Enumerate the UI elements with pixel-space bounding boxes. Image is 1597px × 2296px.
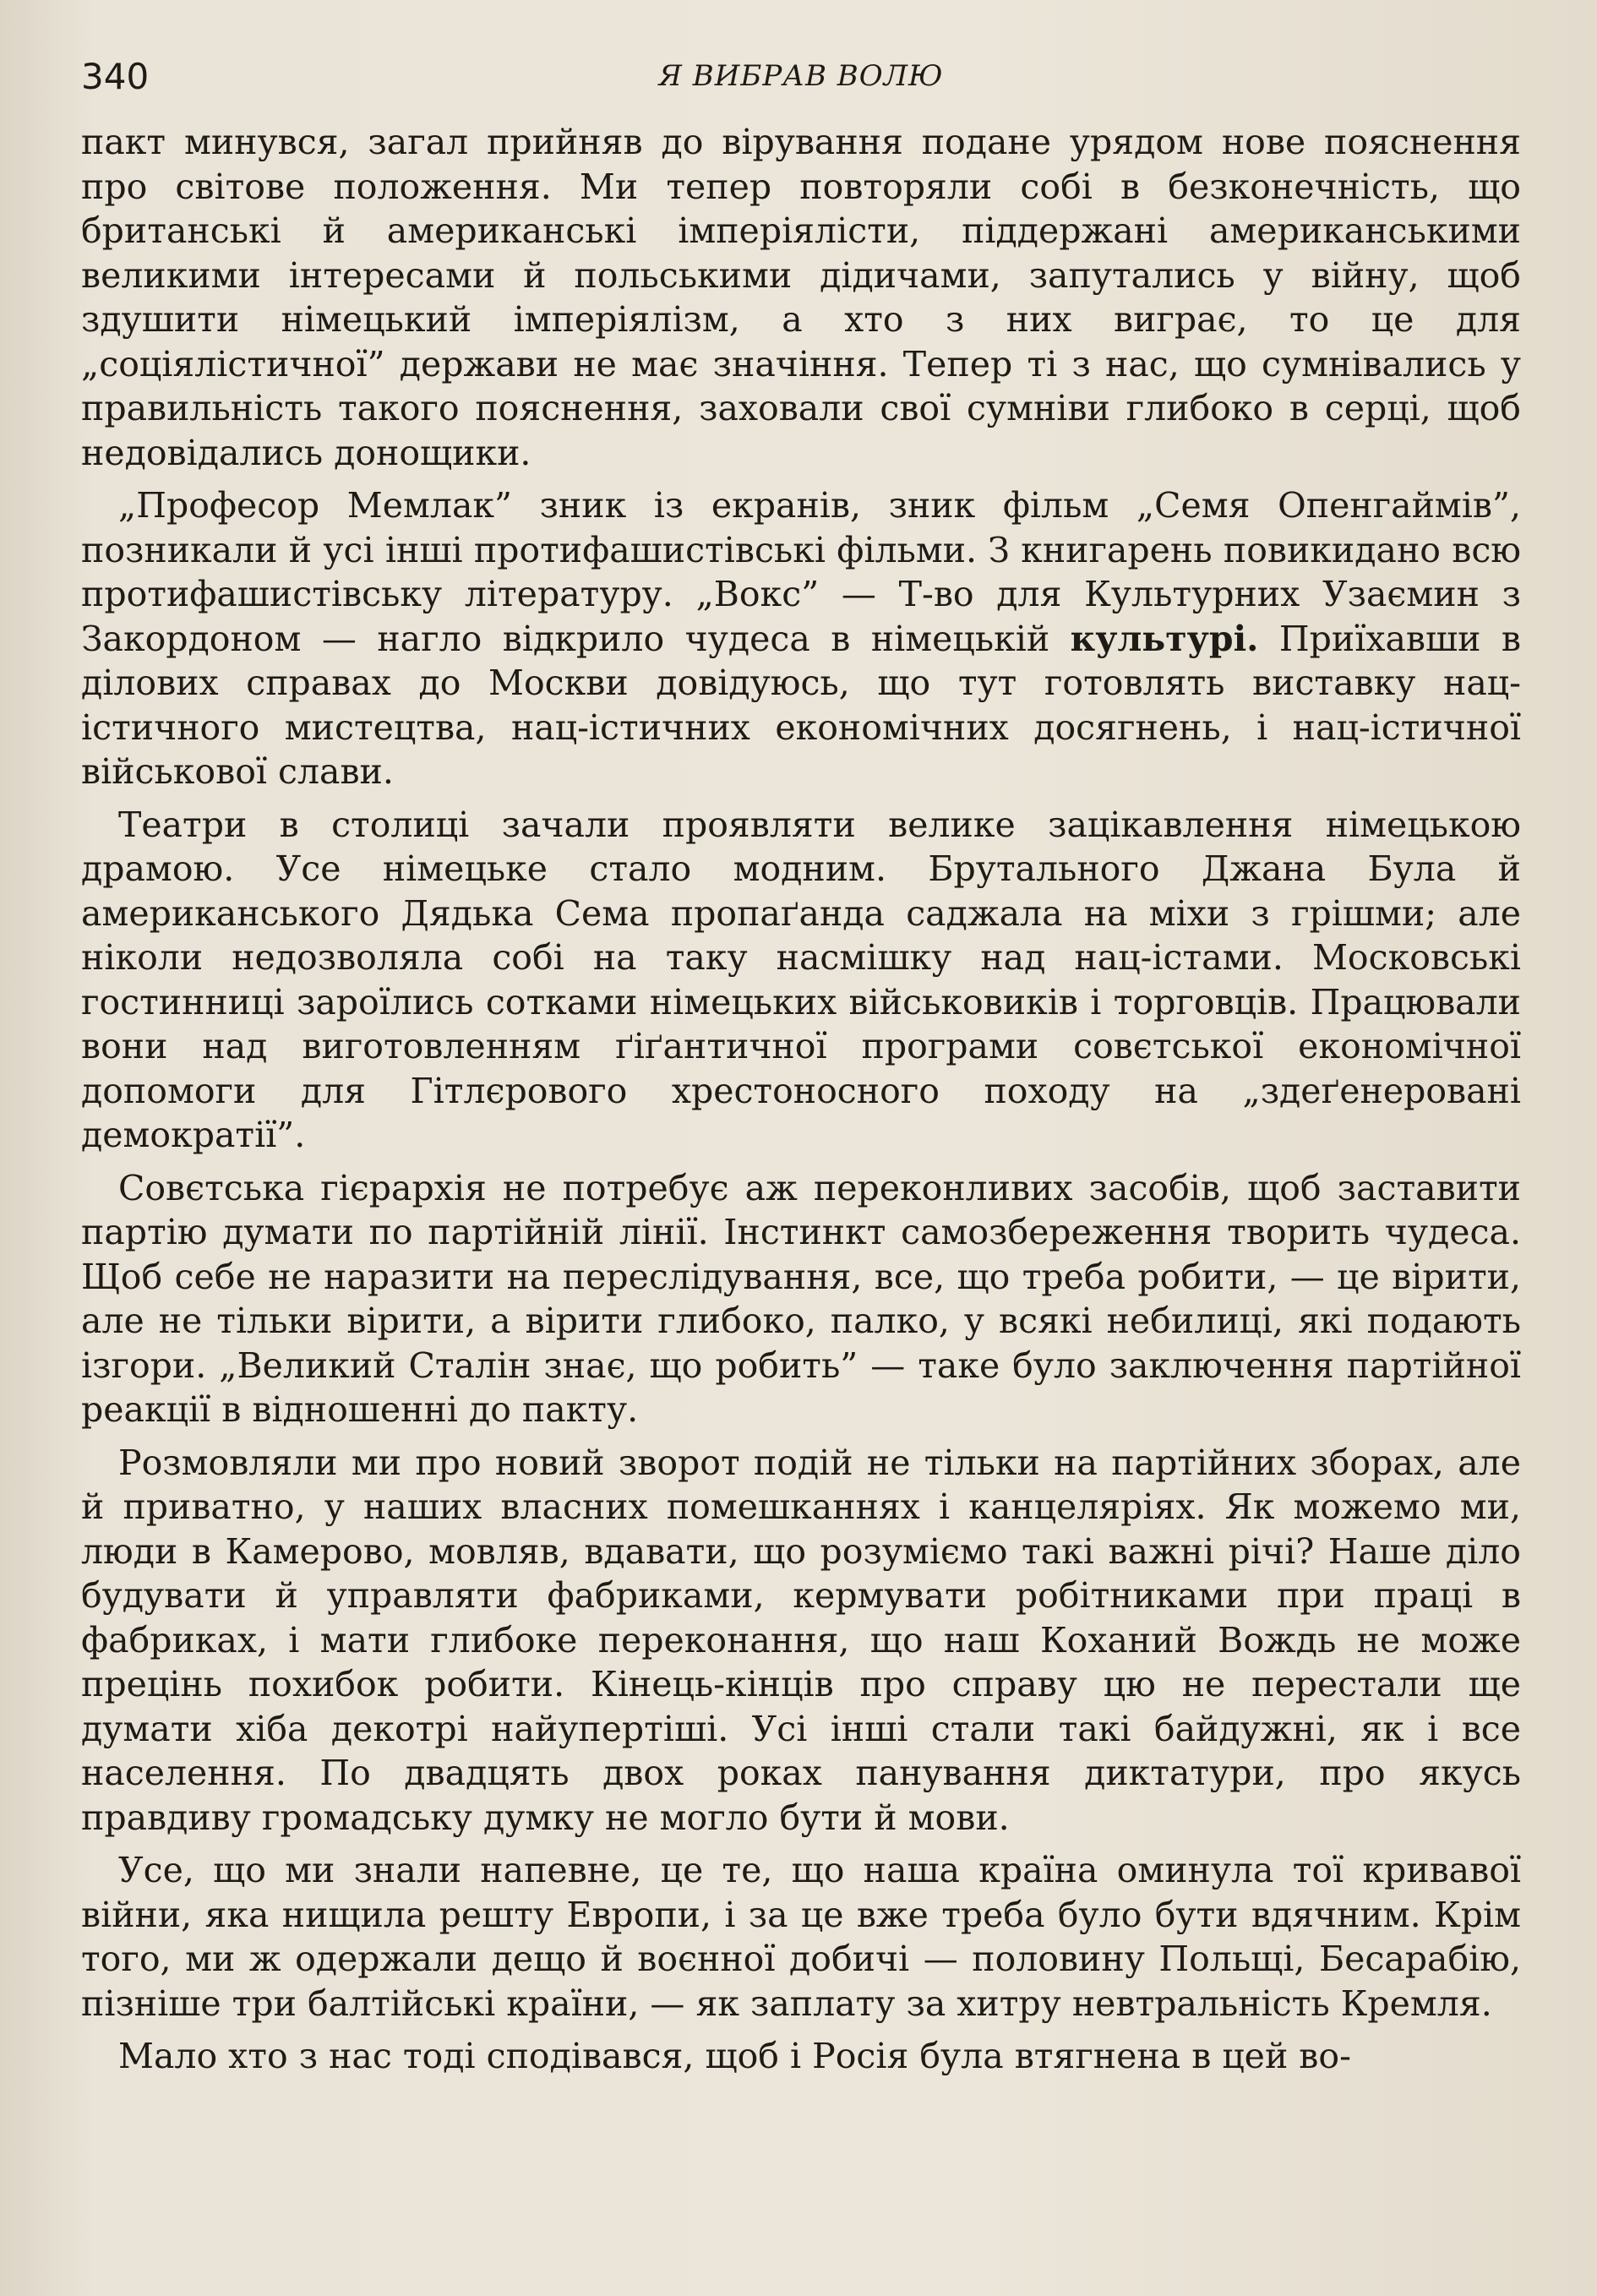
paragraph-3: Театри в столиці зачали проявляти велике зацікавлення німецькою драмою. Усе німецьке стало модним. Брутального Джана Була й американського Дядька Сема пропаґанда саджала на міхи з грішми; але ніколи недозволяла собі на таку насмішку над нац-істами. Московські гостинниці зароїлись сотками німецьких військовиків і торговців. Працювали вони над виготовленням ґіґантичної програми совєтської економічної допомоги для Гітлєрового хрестоносного походу на „здеґенеровані демократії”. — [81, 804, 1521, 1155]
paragraph-1: пакт минувся, загал прийняв до вірування подане урядом нове пояснення про світове положення. Ми тепер повторяли собі в безконечність, що британські й американські імперіялісти, піддержані американськими великими інтересами й польськими дідичами, запутались у війну, щоб здушити німецький імперіялізм, а хто з них виграє, то це для „соціялістичної” держави не має значіння. Тепер ті з нас, що сумнівались у правильність такого пояснення, заховали свої сумніви глибоко в серці, щоб недовідались донощики. — [81, 122, 1521, 473]
paragraph-2 — [81, 483, 1521, 794]
paragraph-6: Усе, що ми знали напевне, це те, що наша країна оминула тої кривавої війни, яка нищила решту Европи, і за це вже треба було бути вдячним. Крім того, ми ж одержали дещо й воєнної добичі — половину Польщі, Бесарабію, пізніше три балтійські країни, — як заплату за хитру невтральність Кремля. — [81, 1850, 1521, 2024]
paragraph-7: Мало хто з нас тоді сподівався, щоб і Росія була втягнена в цей во- — [118, 2036, 1351, 2076]
paragraph-2-part-2: Приїхавши в ділових справах до Москви довідуюсь, що тут готовлять виставку нац-істичного мистецтва, нац-істичних економічних досягнень, і нац-істичної військової слави. — [81, 618, 1521, 792]
paragraph-2-bold-word: культурі. — [1070, 618, 1259, 659]
paragraph-4: Совєтська гієрархія не потребує аж переконливих засобів, щоб заставити партію думати по партійній лінії. Інстинкт самозбереження творить чудеса. Щоб себе не наразити на переслідування, все, що треба робити, — це вірити, але не тільки вірити, а вірити глибоко, палко, у всякі небилиці, які подають ізгори. „Великий Сталін знає, що робить” — таке було заключення партійної реакції в відношенні до пакту. — [81, 1167, 1521, 1430]
body-text — [81, 120, 1521, 2079]
page-number: 340 — [81, 56, 150, 97]
paragraph-2-part-1: „Професор Мемлак” зник із екранів, зник фільм „Семя Опенгаймів”, позникали й усі інші протифашистівські фільми. З книгарень повикидано всю протифашистівську літературу. „Вокс” — Т-во для Культурних Узаємин з Закордоном — нагло відкрило чудеса в німецькій — [81, 485, 1521, 659]
running-title: Я ВИБРАВ ВОЛЮ — [658, 59, 944, 93]
page-header — [81, 52, 1521, 112]
paragraph-5: Розмовляли ми про новий зворот подій не тільки на партійних зборах, але й приватно, у наших власних помешканнях і канцеляріях. Як можемо ми, люди в Камерово, мовляв, вдавати, що розуміємо такі важні річі? Наше діло будувати й управляти фабриками, кермувати робітниками при праці в фабриках, і мати глибоке переконання, що наш Коханий Вождь не може прецінь похибок робити. Кінець-кінців про справу цю не перестали ще думати хіба декотрі найупертіші. Усі інші стали такі байдужні, як і все населення. По двадцять двох роках панування диктатури, про якусь правдиву громадську думку не могло бути й мови. — [81, 1442, 1521, 1838]
